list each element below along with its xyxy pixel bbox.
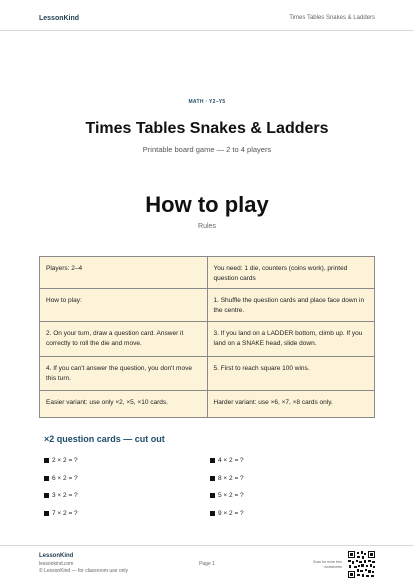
rules-cell: Harder variant: use ×6, ×7, ×8 cards only.	[207, 391, 375, 418]
scan-note: Scan for more free worksheets	[313, 560, 342, 569]
subject-tag: MATH · Y2–Y5	[188, 99, 226, 105]
question-card	[44, 475, 78, 482]
cut-square-icon	[44, 458, 49, 463]
footer-site-link[interactable]: lessonkind.com	[39, 561, 74, 567]
section-subtitle: Rules	[198, 223, 216, 230]
question-card	[44, 492, 78, 499]
question-text: 8 × 2 = ?	[218, 475, 244, 482]
question-text: 7 × 2 = ?	[52, 510, 78, 517]
cut-square-icon	[210, 511, 215, 516]
question-card	[210, 510, 244, 517]
rules-cell: Easier variant: use only ×2, ×5, ×10 cards.	[40, 391, 208, 418]
rules-cell: 3. If you land on a LADDER bottom, climb up. If you land on a SNAKE head, slide down.	[207, 322, 375, 357]
cut-square-icon	[44, 476, 49, 481]
question-card	[44, 457, 78, 464]
rules-table	[39, 256, 375, 418]
cut-square-icon	[210, 458, 215, 463]
cut-square-icon	[210, 476, 215, 481]
cards-heading: ×2 question cards — cut out	[44, 434, 165, 444]
cut-square-icon	[210, 493, 215, 498]
footer-copyright: © LessonKind — for classroom use only	[39, 568, 129, 574]
rules-cell: 4. If you can't answer the question, you don't move this turn.	[40, 357, 208, 391]
worksheet-subtitle: Printable board game — 2 to 4 players	[142, 145, 272, 154]
page-header	[0, 0, 414, 31]
footer-brand: LessonKind	[39, 553, 74, 559]
header-doc-title: Times Tables Snakes & Ladders	[289, 15, 375, 21]
question-card	[210, 457, 244, 464]
cut-square-icon	[44, 493, 49, 498]
table-row	[40, 289, 375, 322]
section-title: How to play	[145, 192, 269, 217]
rules-cell: 1. Shuffle the question cards and place face down in the centre.	[207, 289, 375, 322]
question-card	[210, 492, 244, 499]
rules-cell: 2. On your turn, draw a question card. Answer it correctly to roll the die and move.	[40, 322, 208, 357]
question-text: 6 × 2 = ?	[52, 475, 78, 482]
question-text: 4 × 2 = ?	[218, 457, 244, 464]
table-row	[40, 257, 375, 289]
page-footer	[0, 545, 414, 586]
brand-logo-text: LessonKind	[39, 15, 80, 22]
question-text: 9 × 2 = ?	[218, 510, 244, 517]
qr-code-icon	[348, 551, 375, 578]
page-number: Page 1	[199, 561, 215, 567]
question-card	[44, 510, 78, 517]
rules-cell: You need: 1 die, counters (coins work), printed question cards	[207, 257, 375, 289]
cut-square-icon	[44, 511, 49, 516]
rules-cell: Players: 2–4	[40, 257, 208, 289]
rules-cell: 5. First to reach square 100 wins.	[207, 357, 375, 391]
question-text: 5 × 2 = ?	[218, 492, 244, 499]
rules-cell: How to play:	[40, 289, 208, 322]
table-row	[40, 357, 375, 391]
table-row	[40, 322, 375, 357]
question-text: 3 × 2 = ?	[52, 492, 78, 499]
question-card	[210, 475, 244, 482]
table-row	[40, 391, 375, 418]
worksheet-title: Times Tables Snakes & Ladders	[85, 120, 329, 137]
question-text: 2 × 2 = ?	[52, 457, 78, 464]
